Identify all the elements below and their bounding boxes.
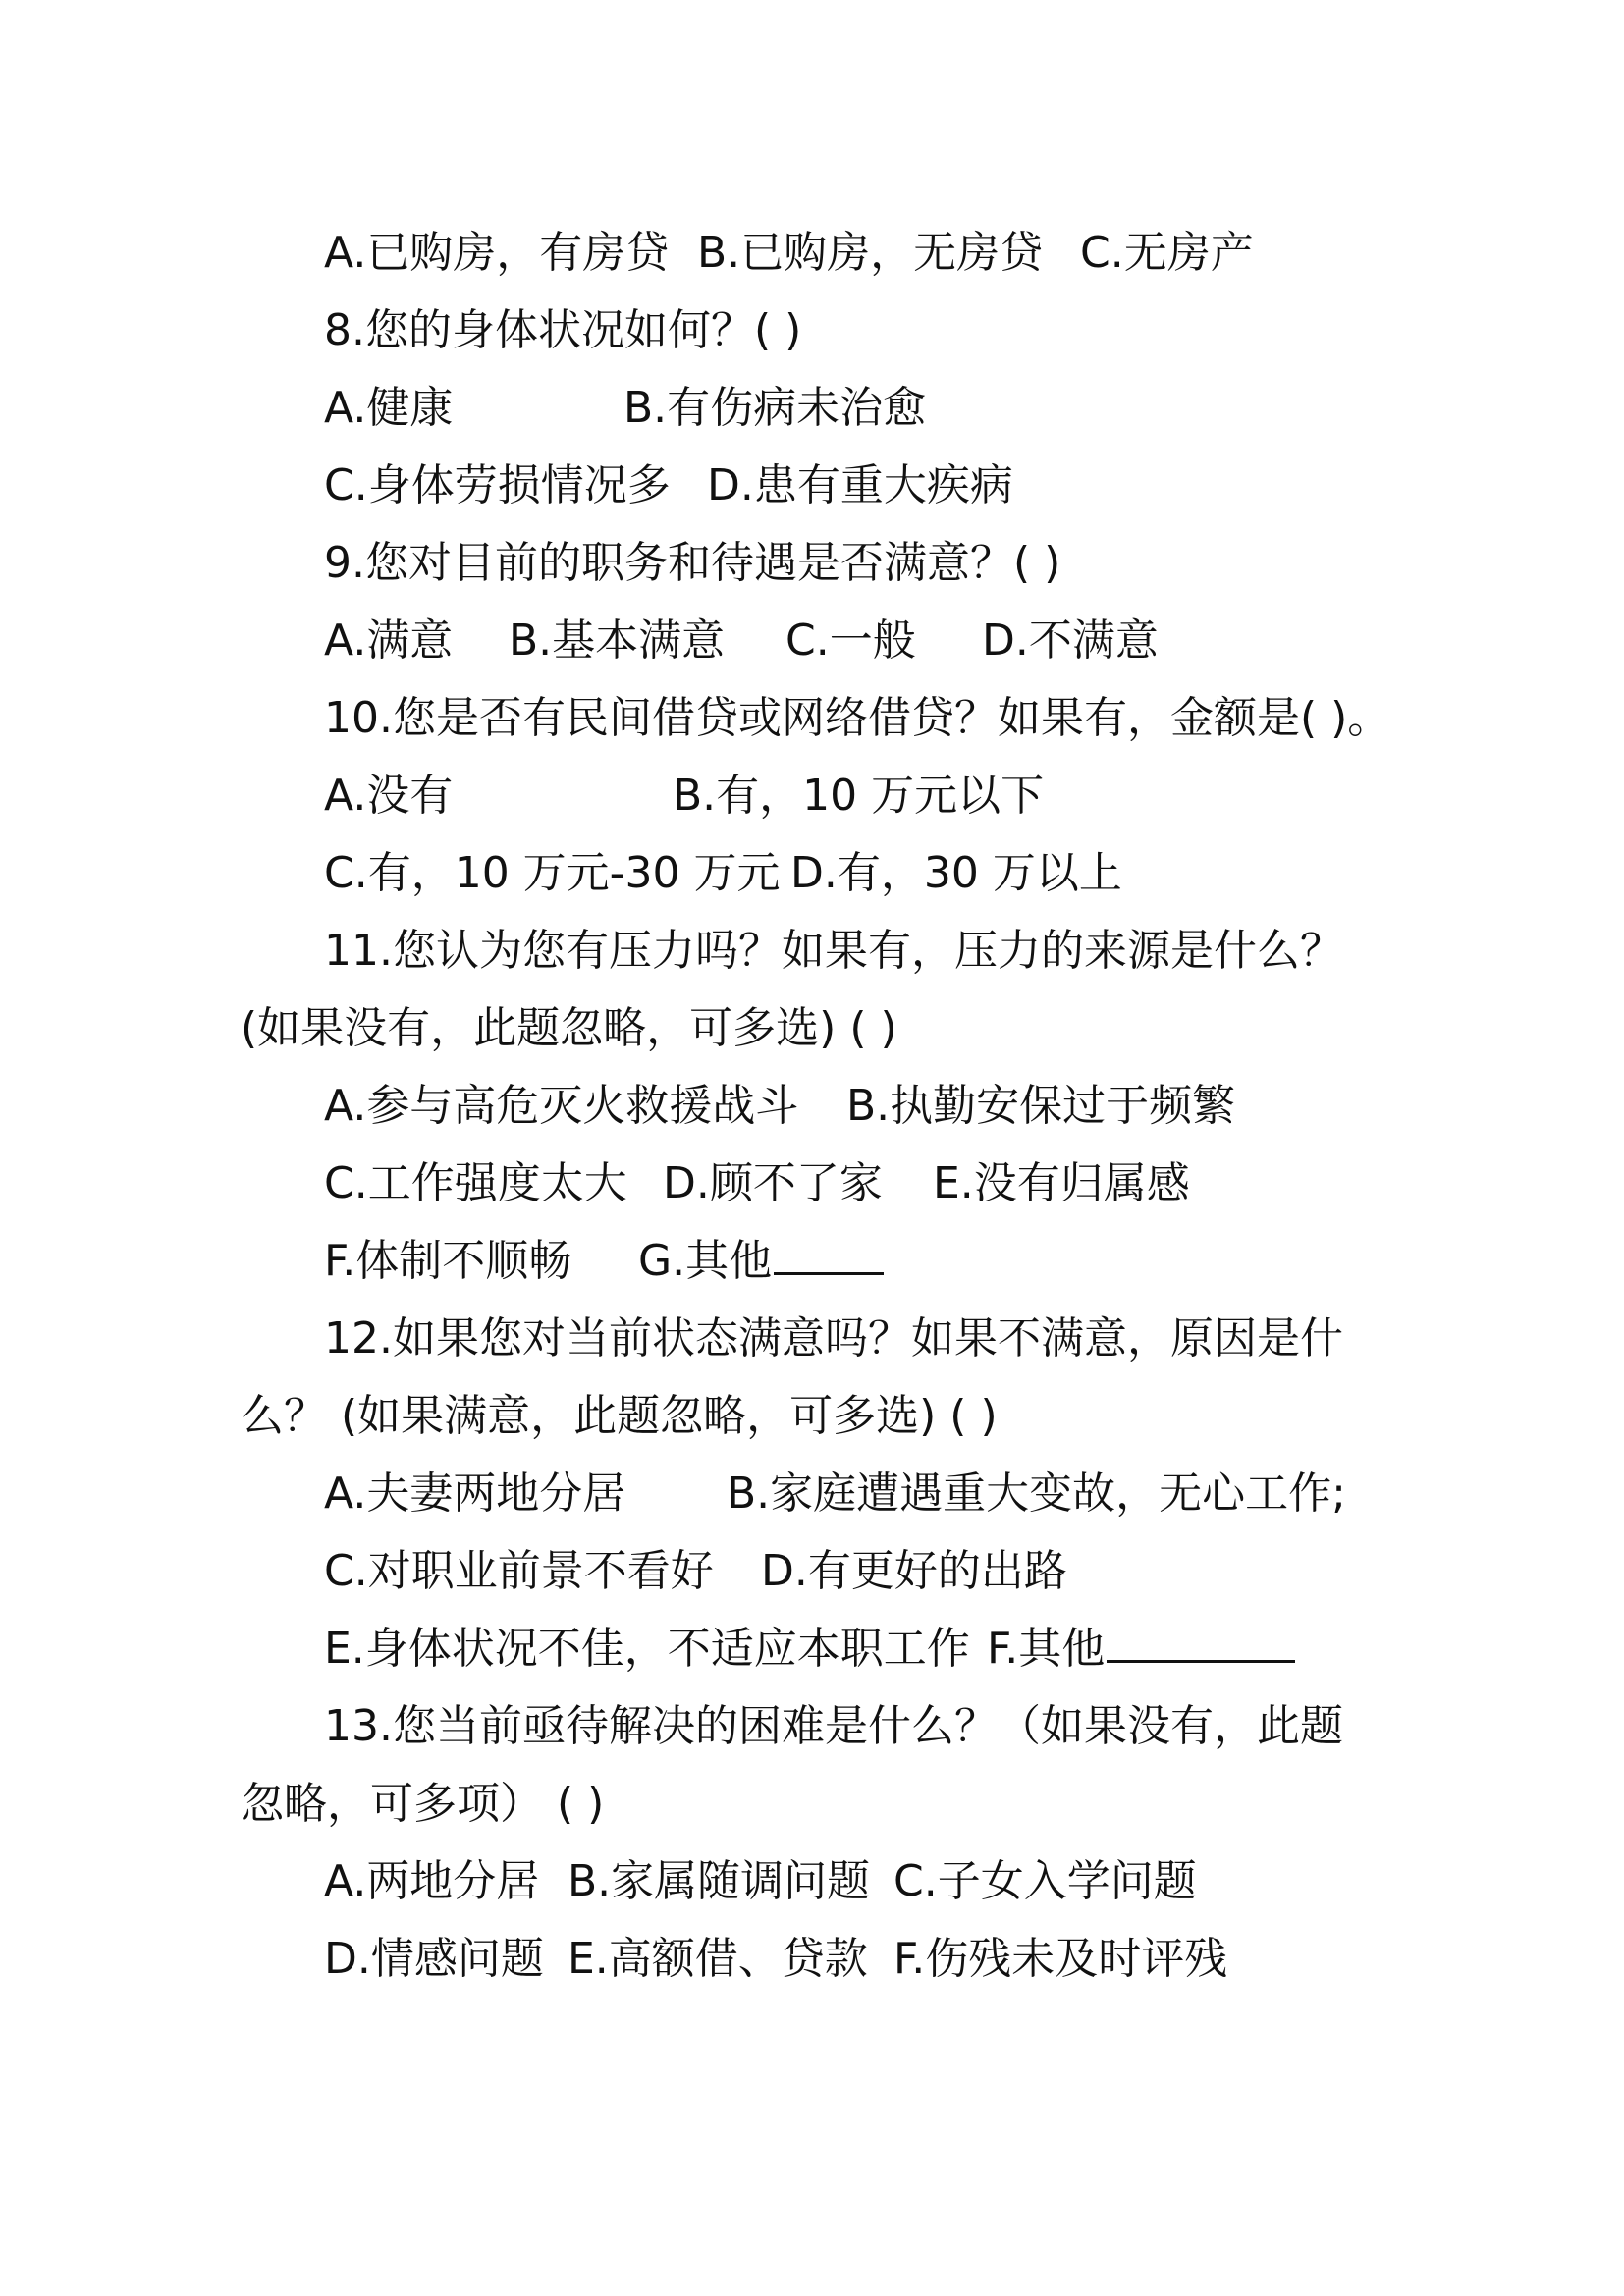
q8-option-d: D.患有重大疾病 xyxy=(707,460,1013,510)
q11-option-d: D.顾不了家 xyxy=(663,1158,883,1208)
q13-stem-line-1: 13.您当前亟待解决的困难是什么？（如果没有，此题 xyxy=(324,1701,1343,1751)
q11-option-g: G.其他 xyxy=(638,1236,773,1286)
q8-option-c: C.身体劳损情况多 xyxy=(324,460,671,510)
q13-option-a: A.两地分居 xyxy=(324,1856,540,1906)
q13-option-e: E.高额借、贷款 xyxy=(568,1934,868,1984)
q12-option-f: F.其他 xyxy=(987,1624,1106,1674)
q12-other-blank-line[interactable] xyxy=(1107,1621,1295,1663)
q10-option-b: B.有，10 万元以下 xyxy=(673,771,1045,821)
q13-option-c: C.子女入学问题 xyxy=(893,1856,1197,1906)
q11-option-a: A.参与高危灭火救援战斗 xyxy=(324,1081,799,1131)
q10-option-d: D.有，30 万以上 xyxy=(790,848,1122,898)
q13-stem-line-2: 忽略，可多项） ( ) xyxy=(241,1779,605,1829)
q9-option-c: C.一般 xyxy=(785,615,916,666)
q11-option-g-wrap xyxy=(638,1232,884,1291)
q12-option-b: B.家庭遭遇重大变故，无心工作; xyxy=(727,1468,1346,1519)
q12-stem-line-1: 12.如果您对当前状态满意吗？如果不满意，原因是什 xyxy=(324,1313,1343,1363)
q12-option-c: C.对职业前景不看好 xyxy=(324,1546,714,1596)
q11-other-blank-line[interactable] xyxy=(774,1233,884,1275)
q13-option-b: B.家属随调问题 xyxy=(568,1856,871,1906)
q10-stem: 10.您是否有民间借贷或网络借贷？如果有，金额是( )。 xyxy=(324,693,1391,743)
q9-option-a: A.满意 xyxy=(324,615,454,666)
q13-option-d: D.情感问题 xyxy=(324,1934,544,1984)
q11-stem-line-2: (如果没有，此题忽略，可多选) ( ) xyxy=(241,1003,897,1053)
q8-option-b: B.有伤病未治愈 xyxy=(623,383,927,433)
q11-option-e: E.没有归属感 xyxy=(933,1158,1190,1208)
q12-option-d: D.有更好的出路 xyxy=(761,1546,1067,1596)
q13-option-f: F.伤残未及时评残 xyxy=(893,1934,1228,1984)
q9-option-b: B.基本满意 xyxy=(509,615,726,666)
q11-option-f: F.体制不顺畅 xyxy=(324,1236,572,1286)
q8-option-a: A.健康 xyxy=(324,383,454,433)
q10-option-a: A.没有 xyxy=(324,771,454,821)
q11-stem-line-1: 11.您认为您有压力吗？如果有，压力的来源是什么？ xyxy=(324,926,1343,976)
q12-option-f-wrap xyxy=(987,1620,1295,1679)
q12-stem-line-2: 么？ (如果满意，此题忽略，可多选) ( ) xyxy=(241,1391,998,1441)
q9-stem: 9.您对目前的职务和待遇是否满意？( ) xyxy=(324,538,1061,588)
q7-option-a: A.已购房，有房贷 xyxy=(324,228,670,278)
q12-option-e: E.身体状况不佳，不适应本职工作 xyxy=(324,1624,970,1674)
q8-stem: 8.您的身体状况如何？( ) xyxy=(324,305,802,355)
q10-option-c: C.有，10 万元-30 万元 xyxy=(324,848,781,898)
q7-option-b: B.已购房，无房贷 xyxy=(697,228,1044,278)
q11-option-b: B.执勤安保过于频繁 xyxy=(846,1081,1236,1131)
q12-option-a: A.夫妻两地分居 xyxy=(324,1468,626,1519)
q7-option-c: C.无房产 xyxy=(1080,228,1254,278)
q9-option-d: D.不满意 xyxy=(982,615,1159,666)
q11-option-c: C.工作强度太大 xyxy=(324,1158,627,1208)
